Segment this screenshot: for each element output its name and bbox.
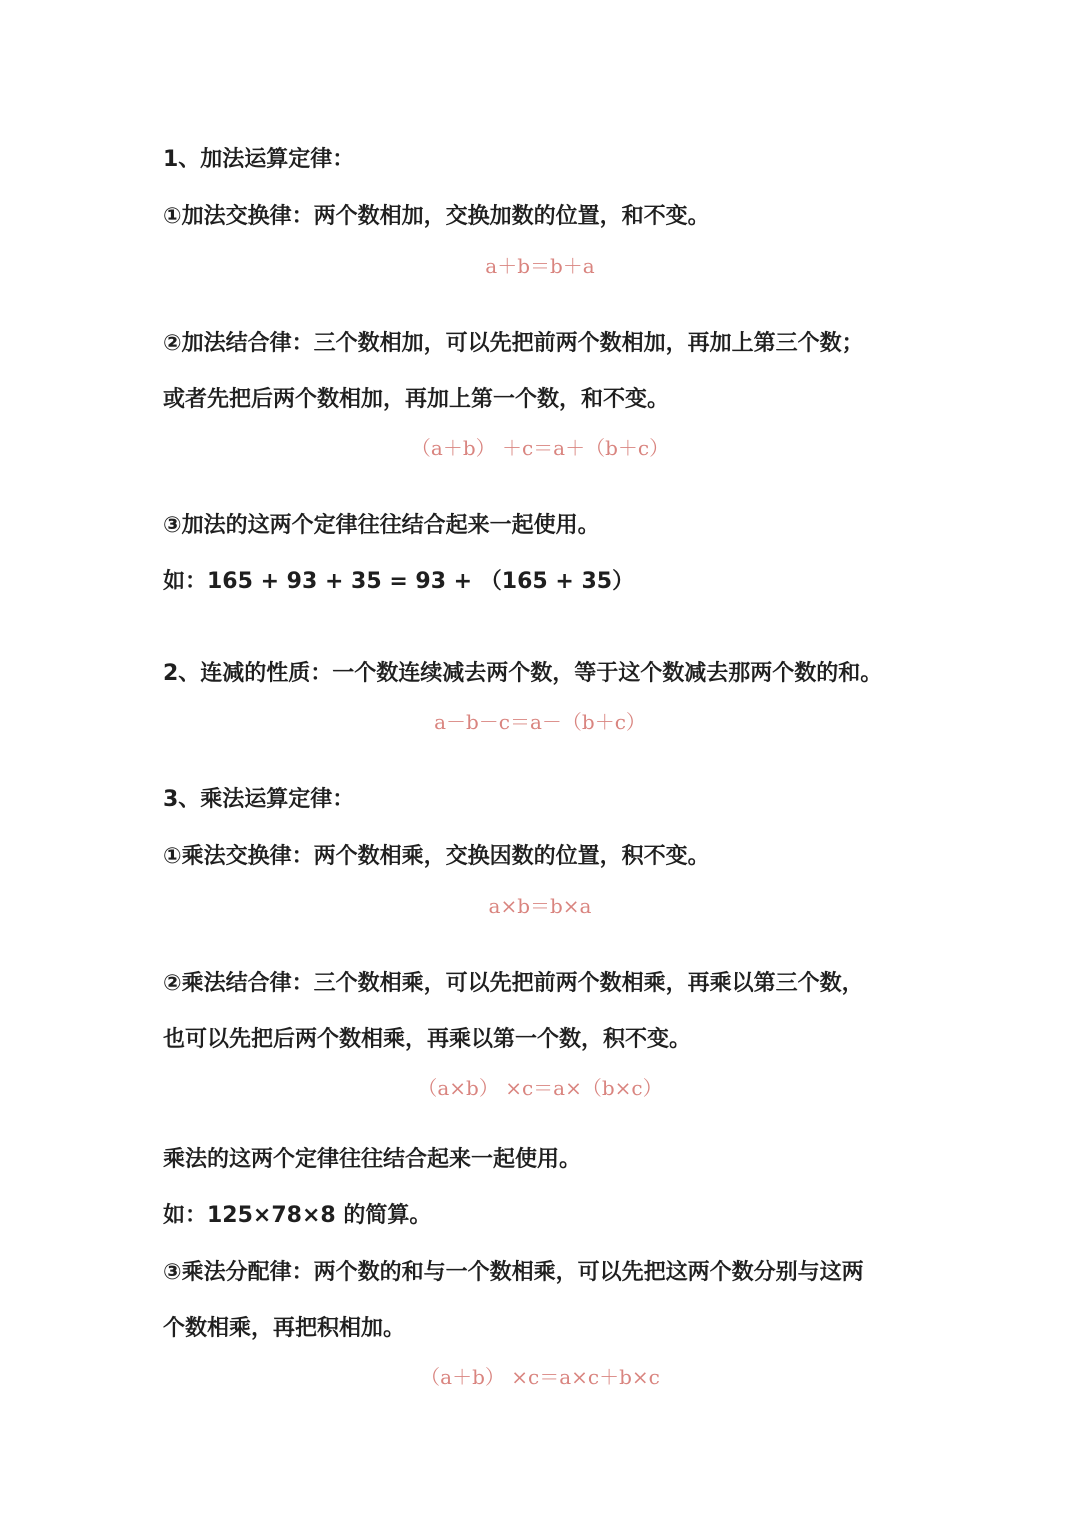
multiplication-distributive-law-line-1: ③乘法分配律：两个数的和与一个数相乘，可以先把这两个数分别与这两 — [163, 1260, 864, 1285]
addition-commutative-law: ①加法交换律：两个数相加，交换加数的位置，和不变。 — [163, 204, 710, 229]
section-2-heading: 2、连减的性质：一个数连续减去两个数，等于这个数减去那两个数的和。 — [163, 661, 883, 686]
multiplication-associative-law-line-2: 也可以先把后两个数相乘，再乘以第一个数，积不变。 — [163, 1027, 692, 1052]
section-1-heading: 1、加法运算定律： — [163, 147, 355, 172]
addition-commutative-formula: a＋b＝b＋a — [485, 254, 595, 278]
multiplication-associative-law-line-1: ②乘法结合律：三个数相乘，可以先把前两个数相乘，再乘以第三个数， — [163, 971, 864, 996]
subtraction-formula: a－b－c＝a－（b＋c） — [434, 710, 646, 734]
multiplication-combined-usage: 乘法的这两个定律往往结合起来一起使用。 — [163, 1147, 582, 1172]
multiplication-distributive-formula: （a＋b） ×c＝a×c＋b×c — [420, 1365, 660, 1389]
multiplication-associative-formula: （a×b） ×c＝a×（b×c） — [417, 1076, 663, 1100]
multiplication-commutative-formula: a×b＝b×a — [488, 894, 592, 918]
addition-associative-formula: （a＋b） ＋c＝a＋（b＋c） — [410, 436, 670, 460]
multiplication-distributive-law-line-2: 个数相乘，再把积相加。 — [163, 1316, 406, 1341]
multiplication-example: 如：125×78×8 的简算。 — [163, 1203, 432, 1228]
addition-combined-usage: ③加法的这两个定律往往结合起来一起使用。 — [163, 513, 600, 538]
addition-associative-law-line-2: 或者先把后两个数相加，再加上第一个数，和不变。 — [163, 387, 670, 412]
addition-associative-law-line-1: ②加法结合律：三个数相加，可以先把前两个数相加，再加上第三个数； — [163, 331, 864, 356]
section-3-heading: 3、乘法运算定律： — [163, 787, 355, 812]
multiplication-commutative-law: ①乘法交换律：两个数相乘，交换因数的位置，积不变。 — [163, 844, 710, 869]
addition-example: 如：165 + 93 + 35 = 93 + （165 + 35） — [163, 569, 635, 594]
